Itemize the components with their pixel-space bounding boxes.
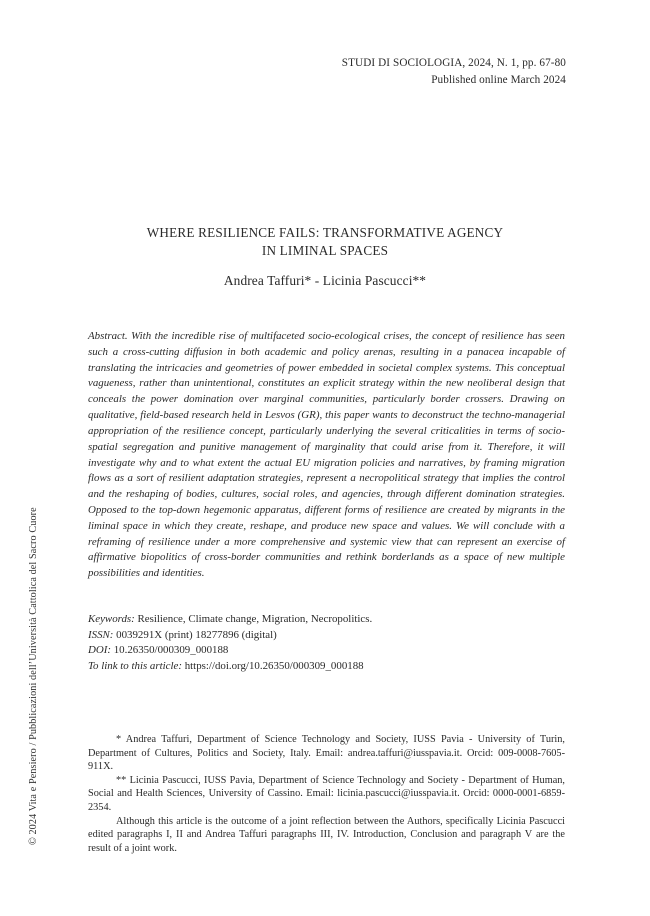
article-link-label: To link to this article:	[88, 659, 182, 672]
title-line-1: WHERE RESILIENCE FAILS: TRANSFORMATIVE AGENCY	[146, 225, 504, 240]
journal-header	[342, 55, 566, 89]
title-line-2: IN LIMINAL SPACES	[261, 243, 389, 258]
issn-value: 0039291X (print) 18277896 (digital)	[113, 628, 277, 641]
footnotes	[88, 733, 565, 855]
copyright-sidebar: © 2024 Vita e Pensiero / Pubblicazioni dell’Università Cattolica del Sacro Cuore	[28, 507, 39, 845]
issn-row	[88, 628, 565, 644]
journal-citation: STUDI DI SOCIOLOGIA, 2024, N. 1, pp. 67-80	[341, 57, 566, 69]
footnote-author-2: ** Licinia Pascucci, IUSS Pavia, Department of Science Technology and Society - Department of Human, Social and Health Sciences, University of Cassino. Email: licinia.pascucci@iusspavia.it. Orcid: 0000-0001-6859-2354.	[88, 774, 565, 813]
doi-row	[88, 643, 565, 659]
footnote-contribution: Although this article is the outcome of a joint reflection between the Authors, specifically Licinia Pascucci edited paragraphs I, II and Andrea Taffuri paragraphs III, IV. Introduction, Conclusion and paragraph V are the result of a joint work.	[88, 815, 565, 854]
keywords-row	[88, 612, 565, 628]
footnote-author-1: * Andrea Taffuri, Department of Science Technology and Society, IUSS Pavia - University of Turin, Department of Cultures, Politics and Society, Italy. Email: andrea.taffuri@iusspavia.it. Orcid: 009-0008-7605-911X.	[88, 734, 565, 773]
article-title	[84, 224, 566, 260]
keywords-value: Resilience, Climate change, Migration, Necropolitics.	[134, 613, 373, 625]
issn-label: ISSN:	[88, 628, 114, 641]
abstract-paragraph: Abstract. With the incredible rise of multifaceted socio-ecological crises, the concept of resilience has seen such a cross-cutting diffusion in both academic and policy arenas, resulting in a panacea incapable of translating the intricacies and geometries of power embedded in societal complex systems. This conceptual vagueness, rather than unintentional, constitutes an explicit strategy within the new neoliberal design that conceals the power domination over marginal communities, particularly border crossers. Drawing on qualitative, field-based research held in Lesvos (GR), this paper wants to deconstruct the techno-managerial appropriation of the resilience concept, particularly underlying the several criticalities in terms of socio-spatial segregation and punitive management of marginality that could arise from it. Therefore, it will investigate why and to what extent the actual EU migration policies and narratives, by framing migration flows as a sort of resilient adaptation strategies, represent a necropolitical strategy that implies the control and the reshaping of bodies, cultures, social roles, and agencies, through different domination strategies. Opposed to the top-down hegemonic apparatus, different forms of resilience are created by migrants in the liminal space in which they create, reshape, and produce new space and values. We will conclude with a reframing of resilience under a more comprehensive and systemic view that can represent an exercise of affirmative biopolitics of cross-border communities and rethink borderlands as a space of new multiple possibilities and identities.	[88, 330, 565, 580]
article-metadata	[88, 612, 565, 674]
keywords-label: Keywords:	[88, 613, 135, 625]
doi-label: DOI:	[88, 644, 111, 656]
article-link-row	[88, 659, 565, 675]
article-link-url[interactable]: https://doi.org/10.26350/000309_000188	[181, 659, 364, 672]
doi-value: 10.26350/000309_000188	[110, 644, 229, 656]
published-date: Published online March 2024	[431, 74, 566, 86]
article-authors: Andrea Taffuri* - Licinia Pascucci**	[223, 273, 427, 288]
